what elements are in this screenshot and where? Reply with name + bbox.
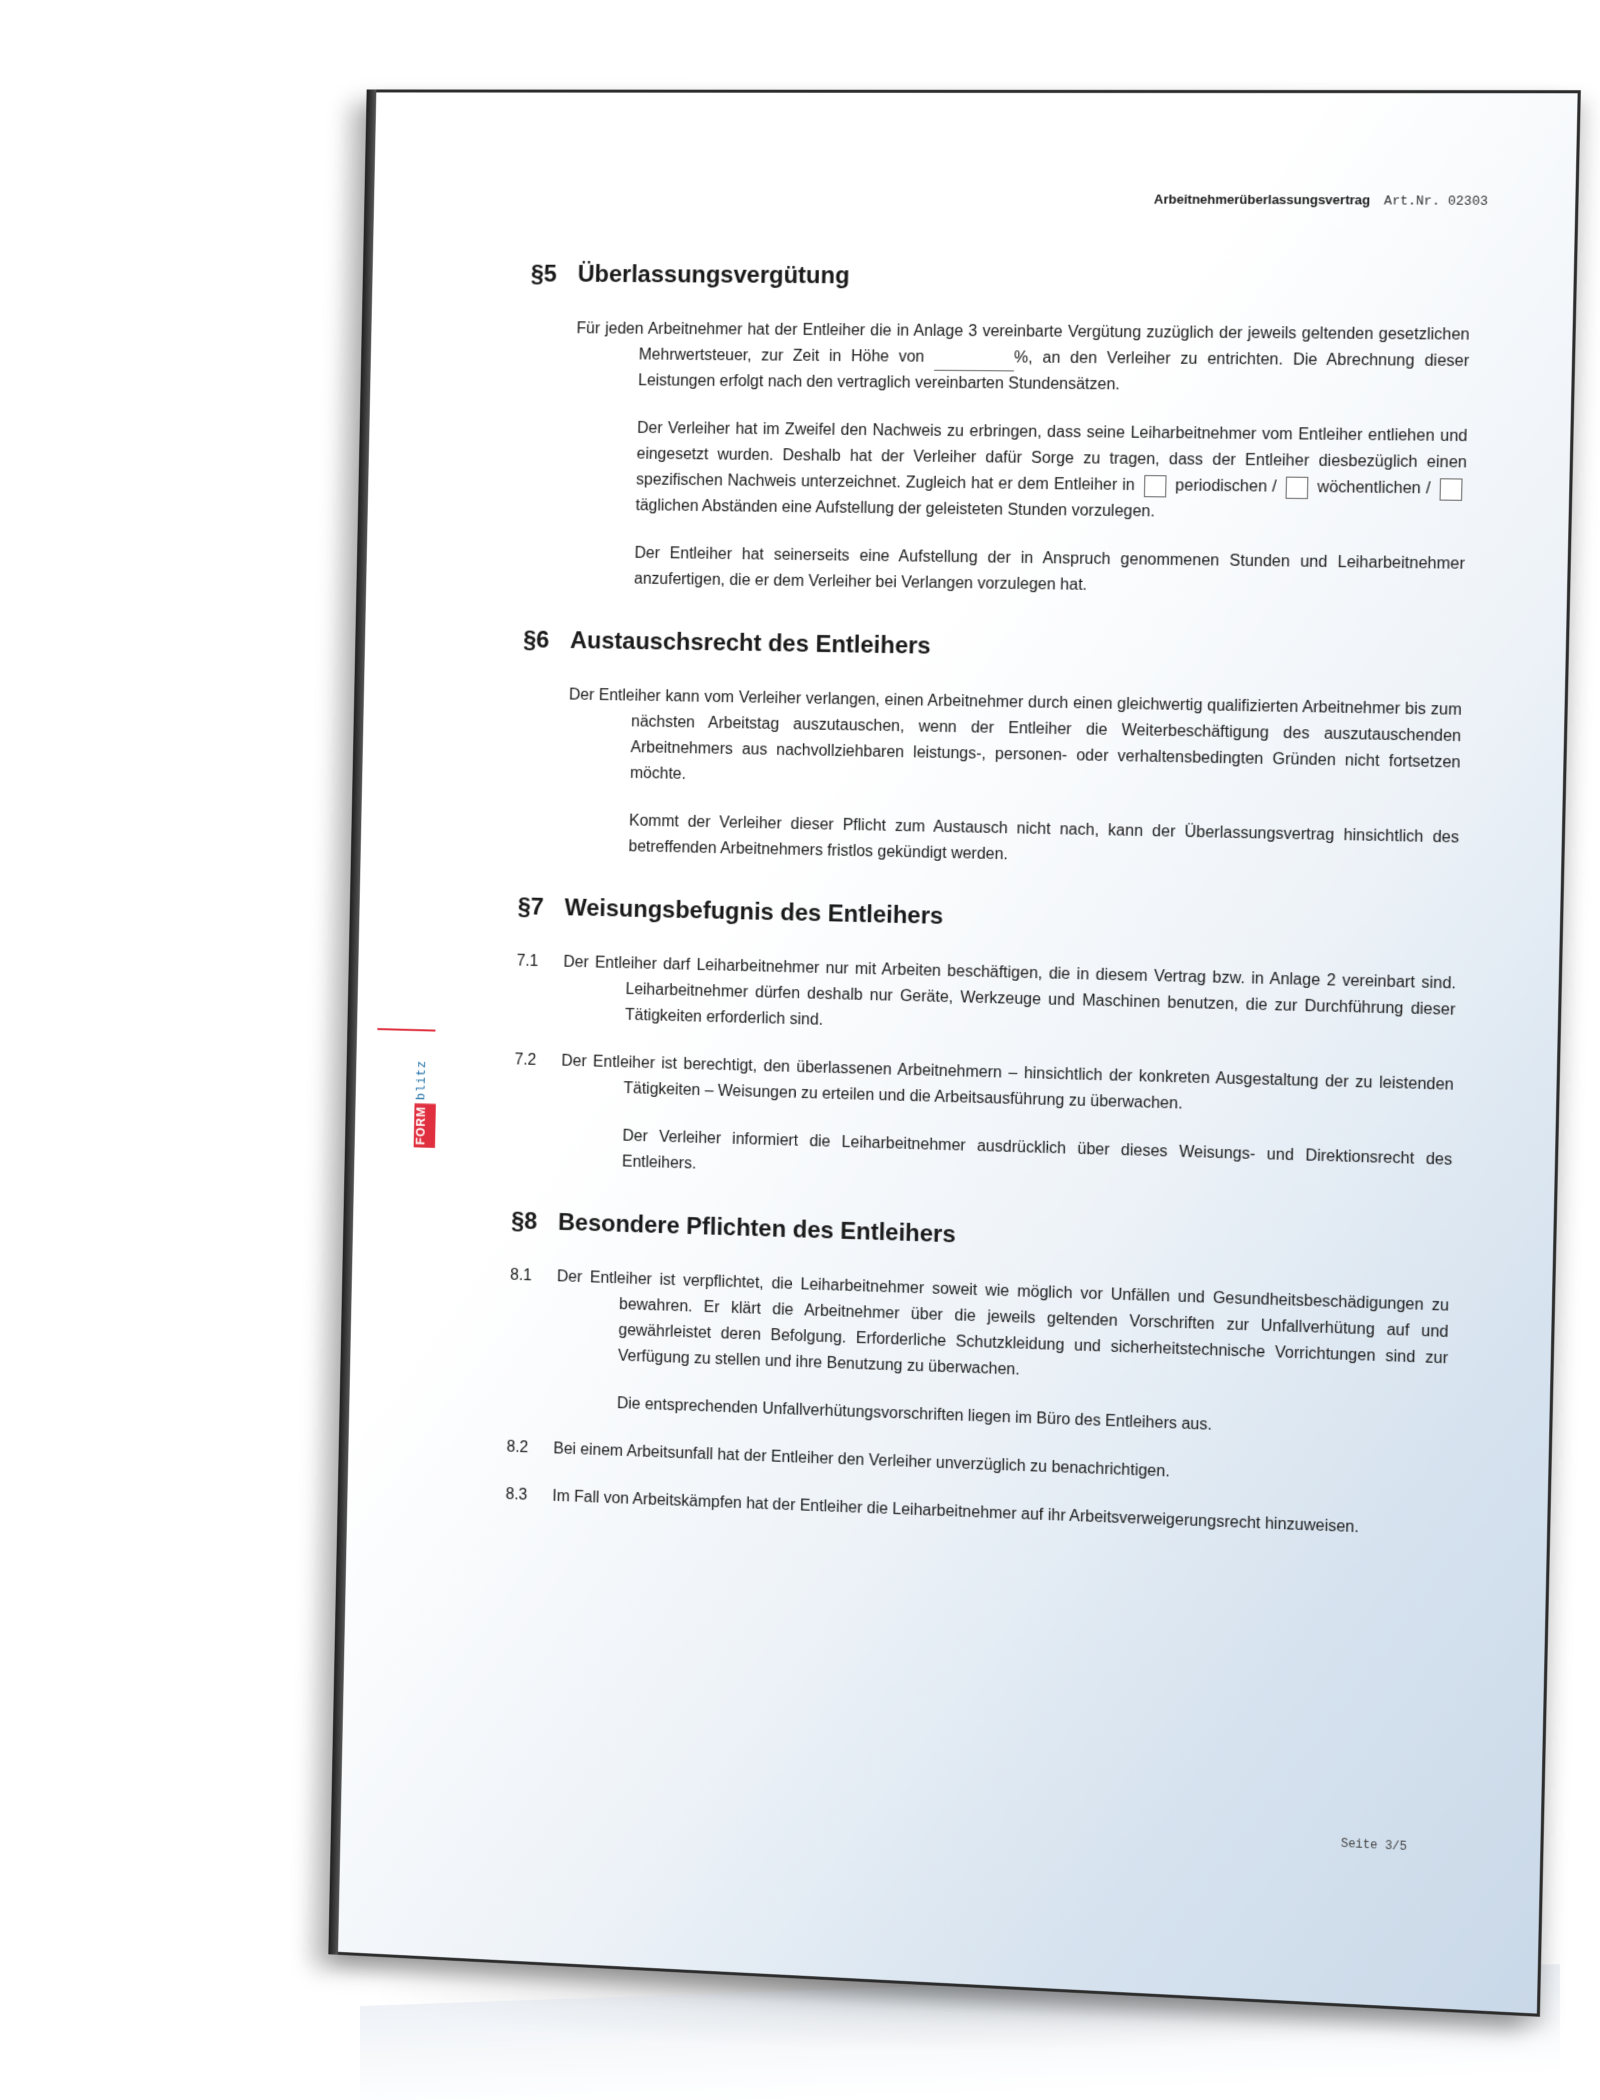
paragraph: Der Verleiher informiert die Leiharbeitnehmer ausdrücklich über dieses Weisungs- und Direktionsrecht des Entleihers. [621,1127,1453,1173]
clause-8-3 [505,1482,1444,1544]
clause-7-2 [514,1047,1454,1125]
clause-body: Bei einem Arbeitsunfall hat der Entleiher den Verleiher unverzüglich zu benachrichtigen. [553,1440,1170,1481]
section-heading [517,893,1457,942]
brand-mark [414,1033,438,1148]
section-title: Überlassungsvergütung [577,260,850,290]
paragraph-text: periodischen / [1175,477,1277,496]
brand-logo [414,1029,438,1148]
page-header [1154,192,1488,209]
section-7 [512,893,1457,1200]
paragraph: Der Entleiher hat seinerseits eine Aufstellung der in Anspruch genommenen Stunden und Leiharbeitnehmer anzufertigen, die er dem Verleiher bei Verlangen vorzulegen hat. [633,544,1466,594]
clause-number: 7.1 [516,952,539,970]
section-number: §5 [530,260,558,288]
section-heading [523,626,1463,669]
clause-body: Der Entleiher ist verpflichtet, die Leiharbeitnehmer soweit wie möglich vor Unfällen und Gesundheitsbeschädigungen zu bewahren. Er klärt die Arbeitnehmer über die jeweils geltenden Vorschriften zur Unfallverhütung auf und gewährleistet deren Befolgung. Erforderliche Schutzkleidung und sicherheitstechnische Vorrichtungen sind zur Verfügung zu stellen und ihre Benutzung zu überwachen. [556,1268,1450,1379]
clause-body: Der Entleiher darf Leiharbeitnehmer nur mit Arbeiten beschäftigen, die in diesem Vertrag bzw. in Anlage 2 vereinbart sind. Leiharbeitnehmer dürfen deshalb nur Geräte, Werkzeuge und Maschinen benutzen, die zur Durchführung dieser Tätigkeiten erforderlich sind. [563,953,1457,1029]
clause-number: 8.3 [505,1486,528,1504]
section-number: §8 [511,1207,538,1236]
daily-checkbox[interactable] [1440,478,1463,501]
paragraph-text: %, an den Verleiher zu entrichten. Die Abrechnung dieser Leistungen erfolgt nach den vertraglich vereinbarten Stundensätzen. [637,349,1470,394]
clause-body: Im Fall von Arbeitskämpfen hat der Entleiher die Leiharbeitnehmer auf ihr Arbeitsverweigerungsrecht hinzuweisen. [552,1487,1360,1537]
clause-number: 7.2 [514,1051,537,1069]
brand-form-text: FORM [414,1103,436,1148]
paragraph: Kommt der Verleiher dieser Pflicht zum Austausch nicht nach, kann der Überlassungsvertrag hinsichtlich des betreffenden Arbeitnehmers fristlos gekündigt werden. [628,812,1460,864]
header-title: Arbeitnehmerüberlassungsvertrag [1153,191,1371,208]
section-title: Weisungsbefugnis des Entleihers [564,894,944,930]
section-6 [519,626,1463,877]
paragraph: Die entsprechenden Unfallverhütungsvorschriften liegen im Büro des Entleihers aus. [616,1395,1213,1434]
clause-text [555,1264,1449,1398]
clause-text [562,950,1456,1050]
vat-rate-field[interactable] [934,354,1014,372]
section-5 [524,261,1471,605]
clause-text [561,1049,1454,1125]
section-number: §6 [523,626,550,654]
section-number: §7 [517,893,545,921]
section-heading [511,1208,1451,1265]
section-heading [531,261,1472,294]
clause-8-1 [508,1263,1449,1399]
document-body [505,261,1472,1581]
brand-accent-line [377,1028,435,1031]
paragraph [526,415,1468,529]
section-8 [505,1208,1450,1545]
section-title: Austauschsrecht des Entleihers [569,627,932,660]
brand-blitz-text: blitz [414,1059,430,1101]
article-number: Art.Nr. 02303 [1383,193,1489,209]
clause-7-1 [515,949,1456,1051]
clause-body: Der Entleiher ist berechtigt, den überlassenen Arbeitnehmern – hinsichtlich der konkreten Ausgestaltung der zu leistenden Tätigkeiten – Weisungen zu erteilen und die Arbeitsausführung zu überwachen. [561,1052,1454,1113]
paragraph: Der Entleiher kann vom Verleiher verlangen, einen Arbeitnehmer durch einen gleichwertig qualifizierten Arbeitnehmer bis zum nächsten Arbeitstag auszutauschen, wenn der Entleiher die Weiterbeschäftigung des auszutauschenden Arbeitnehmers aus nachvollziehbaren leistungs-, personen- oder verhaltensbedingten Gründen nicht fortsetzen möchte. [568,686,1462,783]
paragraph [528,316,1470,401]
periodic-checkbox[interactable] [1144,475,1167,497]
weekly-checkbox[interactable] [1286,476,1309,498]
document-page [328,89,1580,2016]
paragraph-text: wöchentlichen / [1317,478,1431,498]
paragraph-text: Für jeden Arbeitnehmer hat der Entleiher die in Anlage 3 vereinbarte Vergütung zuzüglich der jeweils geltenden gesetzlichen Mehrwertsteuer, zur Zeit in Höhe von [576,320,1470,366]
section-title: Besondere Pflichten des Entleihers [557,1208,956,1249]
page-number: Seite 3/5 [1340,1836,1408,1854]
clause-number: 8.2 [506,1438,529,1457]
clause-number: 8.1 [509,1266,533,1285]
paragraph-text: Der Verleiher hat im Zweifel den Nachweis zu erbringen, dass seine Leiharbeitnehmer vom Entleiher entliehen und eingesetzt wurden. Deshalb hat der Verleiher dafür Sorge zu tragen, dass der Entleiher diesbezüglich einen spezifischen Nachweis unterzeichnet. Zugleich hat er dem Entleiher in [635,419,1468,495]
paragraph-text: täglichen Abständen eine Aufstellung der geleisteten Stunden vorzulegen. [635,497,1156,521]
